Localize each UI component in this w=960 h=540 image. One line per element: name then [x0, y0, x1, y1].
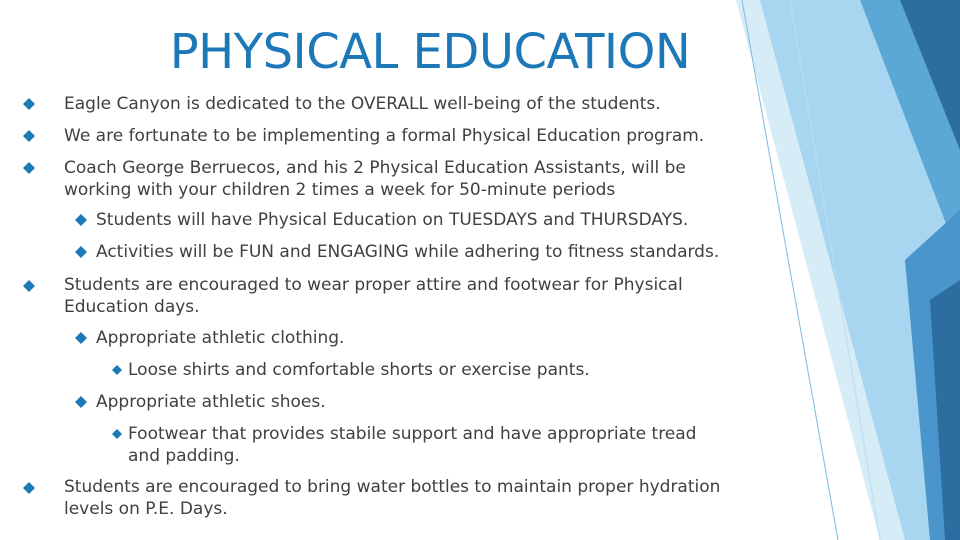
diamond-bullet-icon [75, 214, 87, 226]
sub-sub-bullet-text-4b1-line-1: Footwear that provides stabile support and have appropriate tread [128, 424, 697, 444]
slide-title: PHYSICAL EDUCATION [169, 24, 691, 80]
sub-bullet-text-4a: Appropriate athletic clothing. [96, 328, 345, 348]
sub-sub-bullet-text-4a1: Loose shirts and comfortable shorts or exercise pants. [128, 360, 590, 380]
diamond-bullet-icon [75, 332, 87, 344]
diamond-bullet-icon [23, 280, 35, 292]
bullet-text-5-line-1: Students are encouraged to bring water bottles to maintain proper hydration [64, 477, 721, 497]
diamond-bullet-icon [23, 162, 35, 174]
sub-bullet-text-3a: Students will have Physical Education on TUESDAYS and THURSDAYS. [96, 210, 689, 230]
sub-bullet-text-4b: Appropriate athletic shoes. [96, 392, 326, 412]
bullet-text-2: We are fortunate to be implementing a formal Physical Education program. [64, 126, 705, 146]
bullet-text-3-line-1: Coach George Berruecos, and his 2 Physical Education Assistants, will be [64, 158, 686, 178]
diamond-bullet-icon [23, 482, 35, 494]
bullet-text-4-line-1: Students are encouraged to wear proper attire and footwear for Physical [64, 275, 683, 295]
diamond-bullet-icon [112, 365, 122, 375]
bullet-text-4-line-2: Education days. [64, 297, 200, 317]
diamond-bullet-icon [75, 396, 87, 408]
diamond-bullet-icon [112, 429, 122, 439]
bullet-text-1: Eagle Canyon is dedicated to the OVERALL well-being of the students. [64, 94, 661, 114]
diamond-bullet-icon [23, 130, 35, 142]
bullet-text-5-line-2: levels on P.E. Days. [64, 499, 228, 519]
diamond-bullet-icon [23, 98, 35, 110]
sub-bullet-text-3b: Activities will be FUN and ENGAGING while adhering to fitness standards. [96, 242, 720, 262]
diamond-bullet-icon [75, 246, 87, 258]
bullet-text-3-line-2: working with your children 2 times a week for 50-minute periods [64, 180, 616, 200]
sub-sub-bullet-text-4b1-line-2: and padding. [128, 446, 240, 466]
